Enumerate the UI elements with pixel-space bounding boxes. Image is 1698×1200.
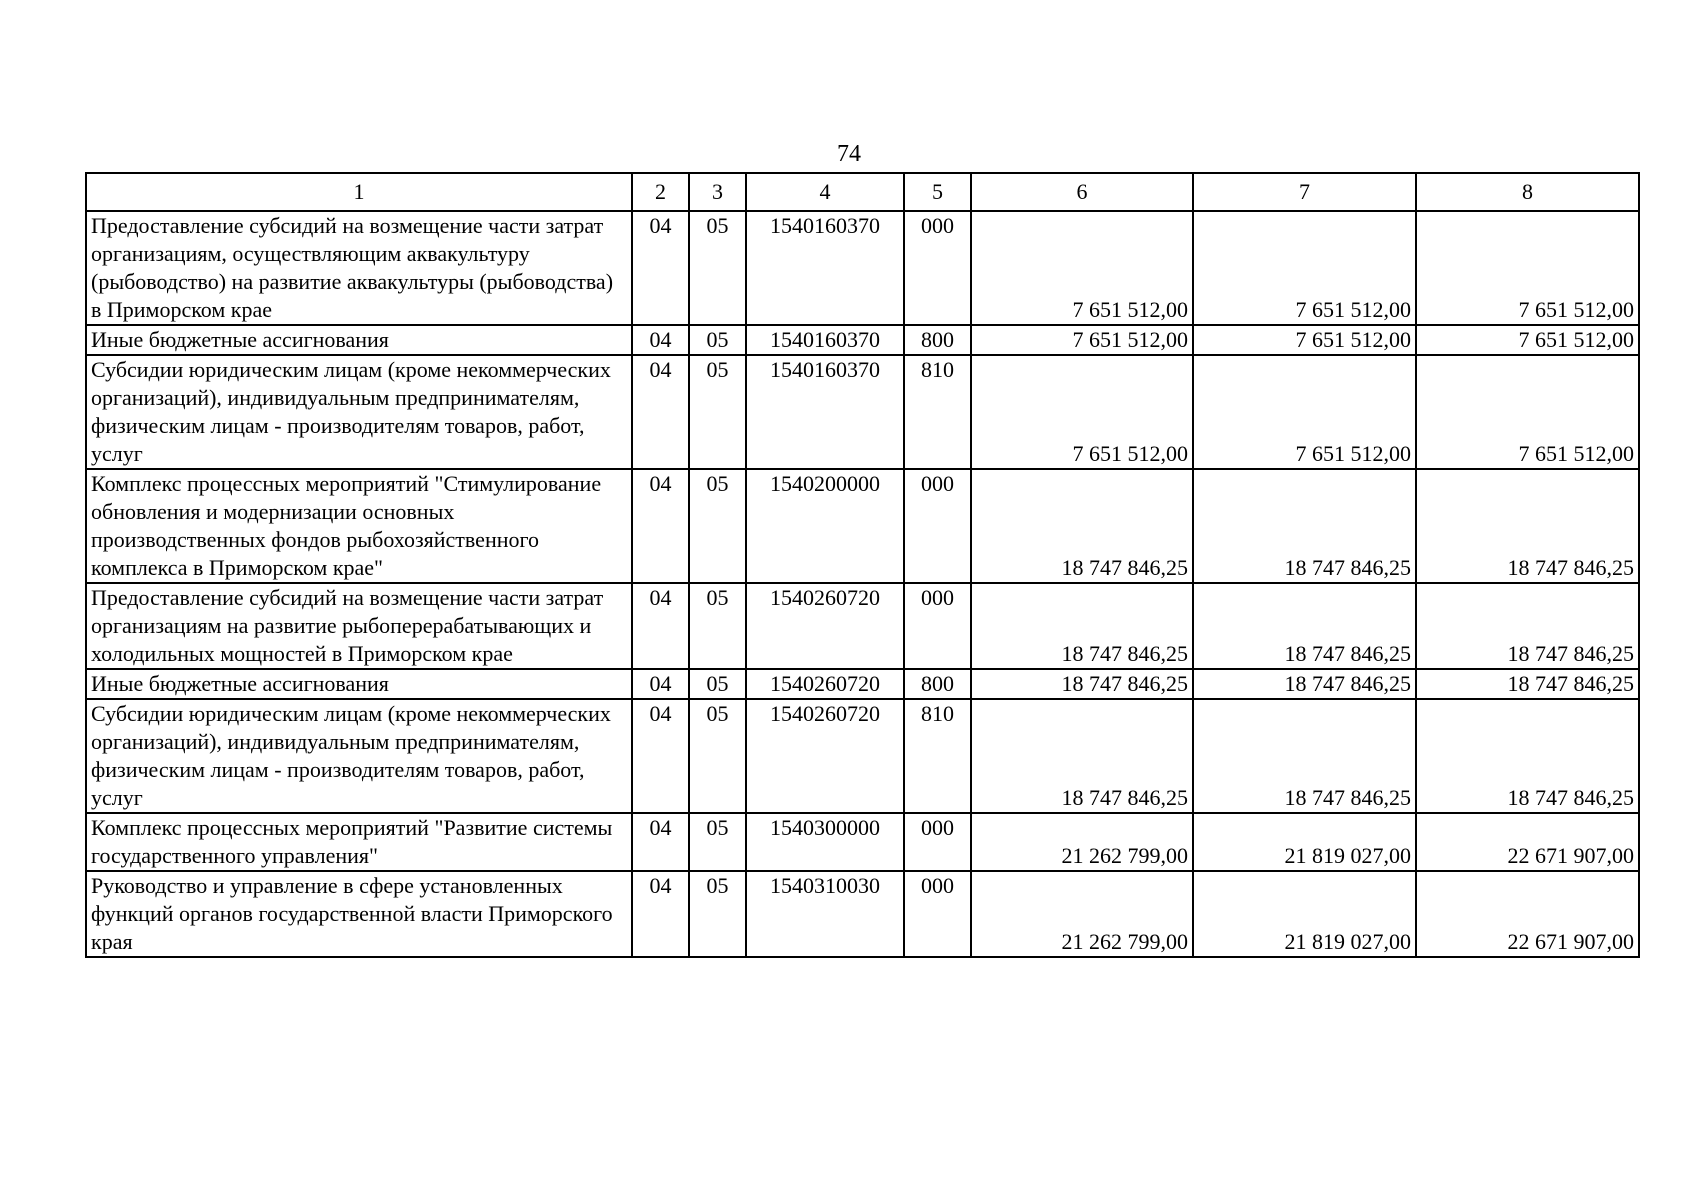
amount-col-6: 7 651 512,00 [971, 325, 1193, 355]
item-name: Комплекс процессных мероприятий "Развитие системы государственного управления" [86, 813, 632, 871]
amount-col-6: 18 747 846,25 [971, 669, 1193, 699]
table-row [86, 871, 1639, 957]
amount-col-6: 7 651 512,00 [971, 355, 1193, 469]
amount-col-7: 18 747 846,25 [1193, 583, 1416, 669]
target-article-code: 1540300000 [746, 813, 904, 871]
expense-type-code: 000 [904, 211, 971, 325]
table-row [86, 325, 1639, 355]
section-code: 04 [632, 211, 689, 325]
subsection-code: 05 [689, 469, 746, 583]
item-name: Предоставление субсидий на возмещение части затрат организациям на развитие рыбоперерабатывающих и холодильных мощностей в Приморском крае [86, 583, 632, 669]
expense-type-code: 000 [904, 469, 971, 583]
amount-col-8: 22 671 907,00 [1416, 871, 1639, 957]
section-code: 04 [632, 325, 689, 355]
item-name: Субсидии юридическим лицам (кроме некоммерческих организаций), индивидуальным предпринимателям, физическим лицам - производителям товаров, работ, услуг [86, 699, 632, 813]
subsection-code: 05 [689, 211, 746, 325]
column-header: 6 [971, 173, 1193, 211]
amount-col-8: 7 651 512,00 [1416, 355, 1639, 469]
amount-col-8: 18 747 846,25 [1416, 699, 1639, 813]
budget-table [85, 172, 1640, 958]
target-article-code: 1540310030 [746, 871, 904, 957]
expense-type-code: 800 [904, 325, 971, 355]
section-code: 04 [632, 669, 689, 699]
amount-col-7: 21 819 027,00 [1193, 813, 1416, 871]
section-code: 04 [632, 355, 689, 469]
amount-col-7: 7 651 512,00 [1193, 325, 1416, 355]
subsection-code: 05 [689, 355, 746, 469]
table-row [86, 355, 1639, 469]
amount-col-8: 7 651 512,00 [1416, 211, 1639, 325]
expense-type-code: 810 [904, 355, 971, 469]
target-article-code: 1540260720 [746, 699, 904, 813]
expense-type-code: 000 [904, 871, 971, 957]
amount-col-6: 18 747 846,25 [971, 469, 1193, 583]
item-name: Руководство и управление в сфере установленных функций органов государственной власти Приморского края [86, 871, 632, 957]
amount-col-8: 18 747 846,25 [1416, 583, 1639, 669]
amount-col-6: 18 747 846,25 [971, 699, 1193, 813]
column-number-row [86, 173, 1639, 211]
item-name: Иные бюджетные ассигнования [86, 325, 632, 355]
amount-col-7: 7 651 512,00 [1193, 355, 1416, 469]
amount-col-7: 21 819 027,00 [1193, 871, 1416, 957]
table-row [86, 813, 1639, 871]
column-header: 7 [1193, 173, 1416, 211]
subsection-code: 05 [689, 813, 746, 871]
amount-col-8: 18 747 846,25 [1416, 669, 1639, 699]
item-name: Иные бюджетные ассигнования [86, 669, 632, 699]
section-code: 04 [632, 469, 689, 583]
column-header: 8 [1416, 173, 1639, 211]
section-code: 04 [632, 813, 689, 871]
expense-type-code: 000 [904, 583, 971, 669]
target-article-code: 1540260720 [746, 583, 904, 669]
section-code: 04 [632, 583, 689, 669]
target-article-code: 1540160370 [746, 211, 904, 325]
amount-col-6: 18 747 846,25 [971, 583, 1193, 669]
section-code: 04 [632, 699, 689, 813]
column-header: 4 [746, 173, 904, 211]
amount-col-6: 7 651 512,00 [971, 211, 1193, 325]
amount-col-8: 7 651 512,00 [1416, 325, 1639, 355]
amount-col-7: 18 747 846,25 [1193, 669, 1416, 699]
page-number: 74 [837, 141, 861, 167]
expense-type-code: 800 [904, 669, 971, 699]
amount-col-7: 18 747 846,25 [1193, 699, 1416, 813]
table-row [86, 583, 1639, 669]
item-name: Комплекс процессных мероприятий "Стимулирование обновления и модернизации основных производственных фондов рыбохозяйственного комплекса в Приморском крае" [86, 469, 632, 583]
table-row [86, 211, 1639, 325]
subsection-code: 05 [689, 325, 746, 355]
amount-col-6: 21 262 799,00 [971, 871, 1193, 957]
amount-col-7: 18 747 846,25 [1193, 469, 1416, 583]
table-row [86, 669, 1639, 699]
subsection-code: 05 [689, 669, 746, 699]
target-article-code: 1540260720 [746, 669, 904, 699]
subsection-code: 05 [689, 583, 746, 669]
target-article-code: 1540200000 [746, 469, 904, 583]
target-article-code: 1540160370 [746, 355, 904, 469]
item-name: Предоставление субсидий на возмещение части затрат организациям, осуществляющим аквакультуру (рыбоводство) на развитие аквакультуры (рыбоводства) в Приморском крае [86, 211, 632, 325]
expense-type-code: 000 [904, 813, 971, 871]
amount-col-6: 21 262 799,00 [971, 813, 1193, 871]
column-header: 3 [689, 173, 746, 211]
column-header: 2 [632, 173, 689, 211]
table-row [86, 469, 1639, 583]
amount-col-8: 18 747 846,25 [1416, 469, 1639, 583]
amount-col-8: 22 671 907,00 [1416, 813, 1639, 871]
item-name: Субсидии юридическим лицам (кроме некоммерческих организаций), индивидуальным предпринимателям, физическим лицам - производителям товаров, работ, услуг [86, 355, 632, 469]
amount-col-7: 7 651 512,00 [1193, 211, 1416, 325]
subsection-code: 05 [689, 871, 746, 957]
expense-type-code: 810 [904, 699, 971, 813]
subsection-code: 05 [689, 699, 746, 813]
column-header: 1 [86, 173, 632, 211]
section-code: 04 [632, 871, 689, 957]
column-header: 5 [904, 173, 971, 211]
table-row [86, 699, 1639, 813]
target-article-code: 1540160370 [746, 325, 904, 355]
